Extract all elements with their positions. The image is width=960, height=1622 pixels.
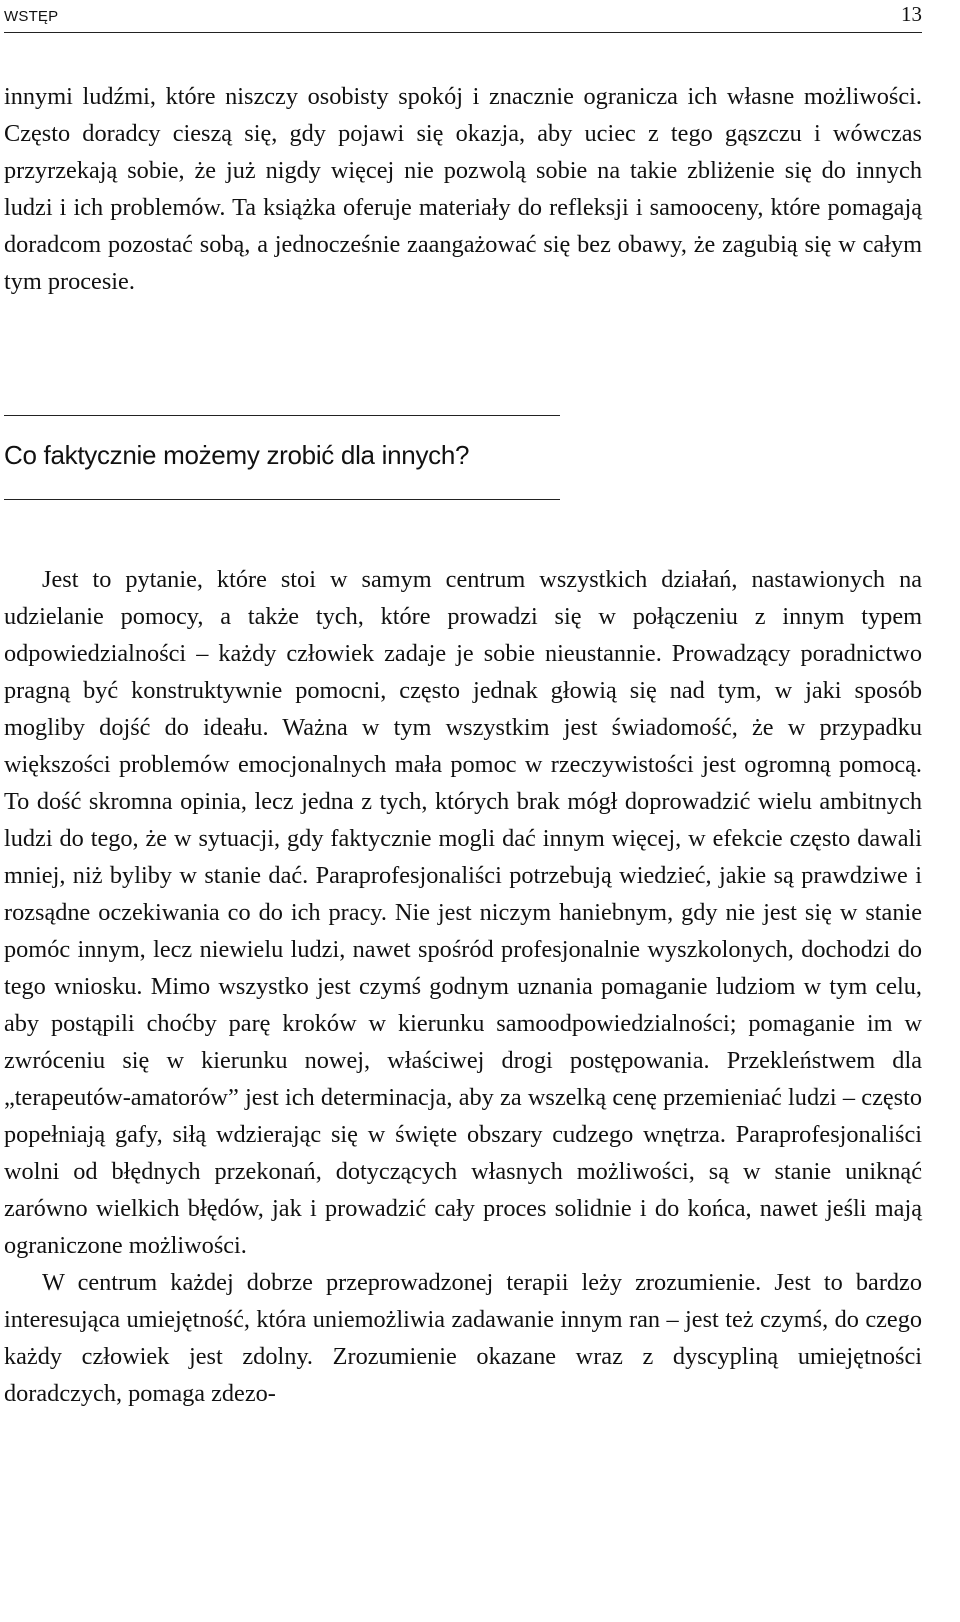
heading-rule-bottom [4, 499, 560, 500]
page-header [4, 0, 922, 33]
paragraph-main: Jest to pytanie, które stoi w samym centrum wszystkich działań, nastawionych na udzielanie pomocy, a także tych, które prowadzi się w połączeniu z innym typem odpowiedzialności – każdy człowiek zadaje je sobie nieustannie. Prowadzący poradnictwo pragną być konstruktywnie pomocni, często jednak głowią się nad tym, w jaki sposób mogliby dojść do ideału. Ważna w tym wszystkim jest świadomość, że w przypadku większości problemów emocjonalnych mała pomoc w rzeczywistości jest ogromną pomocą. To dość skromna opinia, lecz jedna z tych, których brak mógł doprowadzić wielu ambitnych ludzi do tego, że w sytuacji, gdy faktycznie mogli dać innym więcej, w efekcie często dawali mniej, niż byliby w stanie dać. Paraprofesjonaliści potrzebują wiedzieć, jakie są prawdziwe i rozsądne oczekiwania co do ich pracy. Nie jest niczym haniebnym, gdy nie jest się w stanie pomóc innym, lecz niewielu ludzi, nawet spośród profesjonalnie wyszkolonych, dochodzi do tego wniosku. Mimo wszystko jest czymś godnym uznania pomaganie ludziom w tym celu, aby postąpili choćby parę kroków w kierunku samoodpowiedzialności; pomaganie im w zwróceniu się w kierunku nowej, właściwej drogi postępowania. Przekleństwem dla „terapeutów-amatorów” jest ich determinacja, aby za wszelką cenę przemieniać ludzi – często popełniają gafy, siłą wdzierając się w święte obszary cudzego wnętrza. Paraprofesjonaliści wolni od błędnych przekonań, dotyczących własnych możliwości, są w stanie uniknąć zarówno wielkich błędów, jak i prowadzić cały proces solidnie i do końca, nawet jeśli mają ograniczone możliwości. [4, 566, 922, 1259]
main-text-block [4, 561, 922, 1412]
paragraph-intro: innymi ludźmi, które niszczy osobisty spokój i znacznie ogranicza ich własne możliwości. Często doradcy cieszą się, gdy pojawi się okazja, aby uciec z tego gąszczu i wówczas przyrzekają sobie, że już nigdy więcej nie pozwolą sobie na takie zbliżenie się do innych ludzi i ich problemów. Ta książka oferuje materiały do refleksji i samooceny, które pomagają doradcom pozostać sobą, a jednocześnie zaangażować się bez obawy, że zagubią się w całym tym procesie. [4, 83, 922, 295]
intro-text-block [4, 78, 922, 300]
heading-rule-top [4, 415, 560, 416]
running-head: WSTĘP [4, 8, 59, 25]
paragraph-continued: W centrum każdej dobrze przeprowadzonej terapii leży zrozumienie. Jest to bardzo interesująca umiejętność, która uniemożliwia zadawanie innym ran – jest też czymś, do czego każdy człowiek jest zdolny. Zrozumienie okazane wraz z dyscypliną umiejętności doradczych, pomaga zdezo- [4, 1269, 922, 1407]
section-heading: Co faktycznie możemy zrobić dla innych? [4, 440, 470, 470]
page-number: 13 [901, 2, 922, 26]
